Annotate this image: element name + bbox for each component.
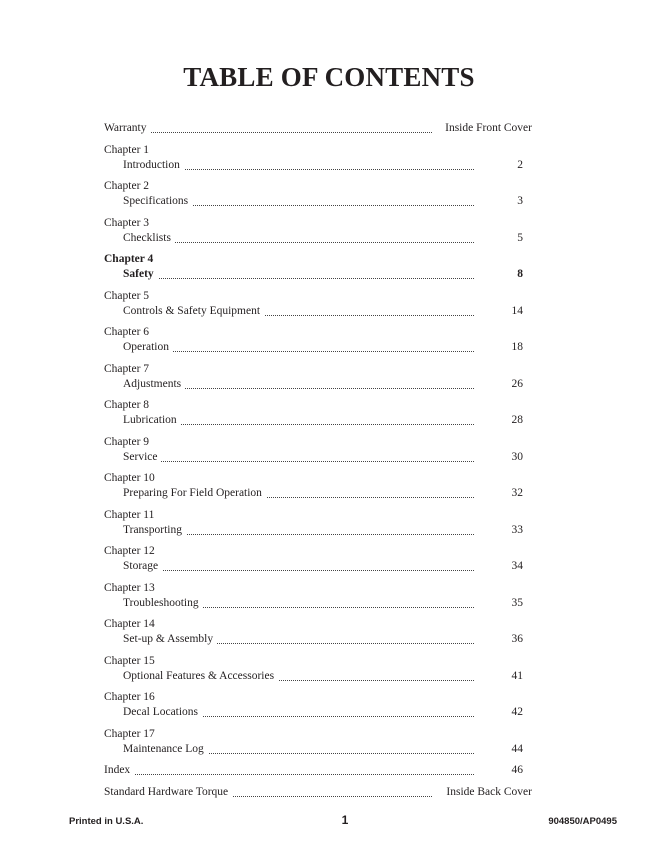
toc-entry[interactable]	[104, 690, 534, 720]
toc-entry-title: Optional Features & Accessories	[123, 670, 278, 682]
page-footer	[0, 815, 658, 831]
toc-page-number: 41	[506, 669, 524, 684]
toc-entry[interactable]	[104, 216, 534, 246]
toc-entry[interactable]	[104, 121, 534, 136]
dot-leader	[104, 774, 474, 775]
toc-row	[104, 231, 534, 246]
dot-leader	[123, 461, 474, 462]
toc-entry[interactable]	[104, 785, 534, 800]
toc-entry-title: Preparing For Field Operation	[123, 487, 266, 499]
toc-chapter-heading: Chapter 5	[104, 289, 150, 302]
toc-row	[104, 486, 534, 501]
toc-chapter-heading: Chapter 9	[104, 435, 150, 448]
dot-leader	[104, 132, 432, 133]
toc-row	[104, 158, 534, 173]
toc-entry[interactable]	[104, 435, 534, 465]
toc-entry[interactable]	[104, 252, 534, 282]
toc-page-number: 5	[511, 231, 523, 246]
toc-entry[interactable]	[104, 325, 534, 355]
toc-entry-title: Decal Locations	[123, 706, 202, 718]
toc-entry-title: Safety	[123, 268, 158, 280]
toc-row	[104, 596, 534, 611]
toc-chapter-heading: Chapter 7	[104, 362, 150, 375]
toc-page-number: 42	[506, 705, 524, 720]
toc-chapter-heading: Chapter 15	[104, 654, 155, 667]
toc-row	[104, 669, 534, 684]
toc-page-number: 44	[506, 742, 524, 757]
toc-entry-title: Operation	[123, 341, 173, 353]
toc-entry-title: Maintenance Log	[123, 743, 208, 755]
toc-row	[104, 763, 534, 778]
toc-page-number: 18	[506, 340, 524, 355]
toc-entry-title: Warranty	[104, 122, 151, 134]
toc-page-number: Inside Back Cover	[440, 785, 532, 800]
toc-chapter-heading: Chapter 14	[104, 618, 155, 630]
toc-chapter-heading: Chapter 12	[104, 545, 155, 557]
toc-chapter-heading: Chapter 16	[104, 691, 155, 703]
toc-entry[interactable]	[104, 143, 534, 173]
toc-row	[104, 742, 534, 757]
toc-entry-title: Checklists	[123, 232, 175, 244]
toc-chapter-heading: Chapter 2	[104, 180, 150, 192]
dot-leader	[123, 242, 474, 243]
toc-entry-title: Controls & Safety Equipment	[123, 305, 264, 317]
toc-entry[interactable]	[104, 617, 534, 647]
toc-entry-title: Transporting	[123, 524, 186, 536]
toc-row	[104, 194, 534, 209]
toc-row	[104, 632, 534, 647]
toc-entry-title: Storage	[123, 560, 162, 572]
toc-page-number: 2	[511, 158, 523, 173]
toc-page-number: 8	[511, 267, 523, 282]
toc-page-number: 35	[506, 596, 524, 611]
toc-entry[interactable]	[104, 508, 534, 538]
toc-row	[104, 267, 534, 282]
toc-page-number: 28	[506, 413, 524, 428]
toc-row	[104, 377, 534, 392]
toc-entry[interactable]	[104, 471, 534, 501]
dot-leader	[123, 278, 474, 279]
toc-entry[interactable]	[104, 763, 534, 778]
toc-page-number: 46	[506, 763, 524, 778]
toc-row	[104, 121, 534, 136]
toc-page-number: Inside Front Cover	[439, 121, 532, 136]
toc-chapter-heading: Chapter 4	[104, 253, 154, 265]
toc-entry-title: Adjustments	[123, 378, 185, 390]
toc-page-number: 26	[506, 377, 524, 392]
toc-entry[interactable]	[104, 179, 534, 209]
toc-page-number: 32	[506, 486, 524, 501]
toc-entry[interactable]	[104, 398, 534, 428]
dot-leader	[123, 570, 474, 571]
toc-entry-title: Lubrication	[123, 414, 181, 426]
toc-entry-title: Troubleshooting	[123, 597, 203, 609]
toc-entry-title: Standard Hardware Torque	[104, 786, 232, 798]
toc-chapter-heading: Chapter 13	[104, 581, 155, 594]
toc-chapter-heading: Chapter 10	[104, 472, 155, 484]
toc-entry-title: Introduction	[123, 159, 184, 171]
page-title: TABLE OF CONTENTS	[183, 62, 475, 92]
footer-part-number: 904850/AP0495	[548, 816, 617, 827]
toc-row	[104, 705, 534, 720]
toc-row	[104, 450, 534, 465]
toc-page-number: 33	[506, 523, 524, 538]
toc-page-number: 36	[506, 632, 524, 647]
toc-entry-title: Service	[123, 451, 161, 463]
toc-row	[104, 523, 534, 538]
footer-printed-in: Printed in U.S.A.	[69, 816, 144, 827]
toc-page-number: 3	[511, 194, 523, 209]
toc-entry[interactable]	[104, 289, 534, 319]
footer-page-number: 1	[341, 813, 349, 827]
toc-row	[104, 559, 534, 574]
toc-chapter-heading: Chapter 8	[104, 399, 150, 411]
toc-entry[interactable]	[104, 544, 534, 574]
toc-page-number: 34	[506, 559, 524, 574]
toc-chapter-heading: Chapter 11	[104, 508, 155, 521]
table-of-contents	[104, 121, 534, 800]
toc-row	[104, 340, 534, 355]
toc-page-number: 14	[506, 304, 524, 319]
toc-row	[104, 413, 534, 428]
toc-entry[interactable]	[104, 581, 534, 611]
toc-row	[104, 785, 534, 800]
toc-entry-title: Specifications	[123, 195, 192, 207]
toc-entry[interactable]	[104, 654, 534, 684]
toc-entry[interactable]	[104, 727, 534, 757]
toc-entry-title: Index	[104, 764, 134, 776]
toc-page-number: 30	[506, 450, 524, 465]
toc-entry[interactable]	[104, 362, 534, 392]
toc-chapter-heading: Chapter 6	[104, 326, 150, 338]
dot-leader	[123, 351, 474, 352]
toc-row	[104, 304, 534, 319]
toc-chapter-heading: Chapter 1	[104, 143, 150, 156]
toc-chapter-heading: Chapter 3	[104, 216, 150, 229]
toc-chapter-heading: Chapter 17	[104, 727, 155, 740]
toc-entry-title: Set-up & Assembly	[123, 633, 217, 645]
